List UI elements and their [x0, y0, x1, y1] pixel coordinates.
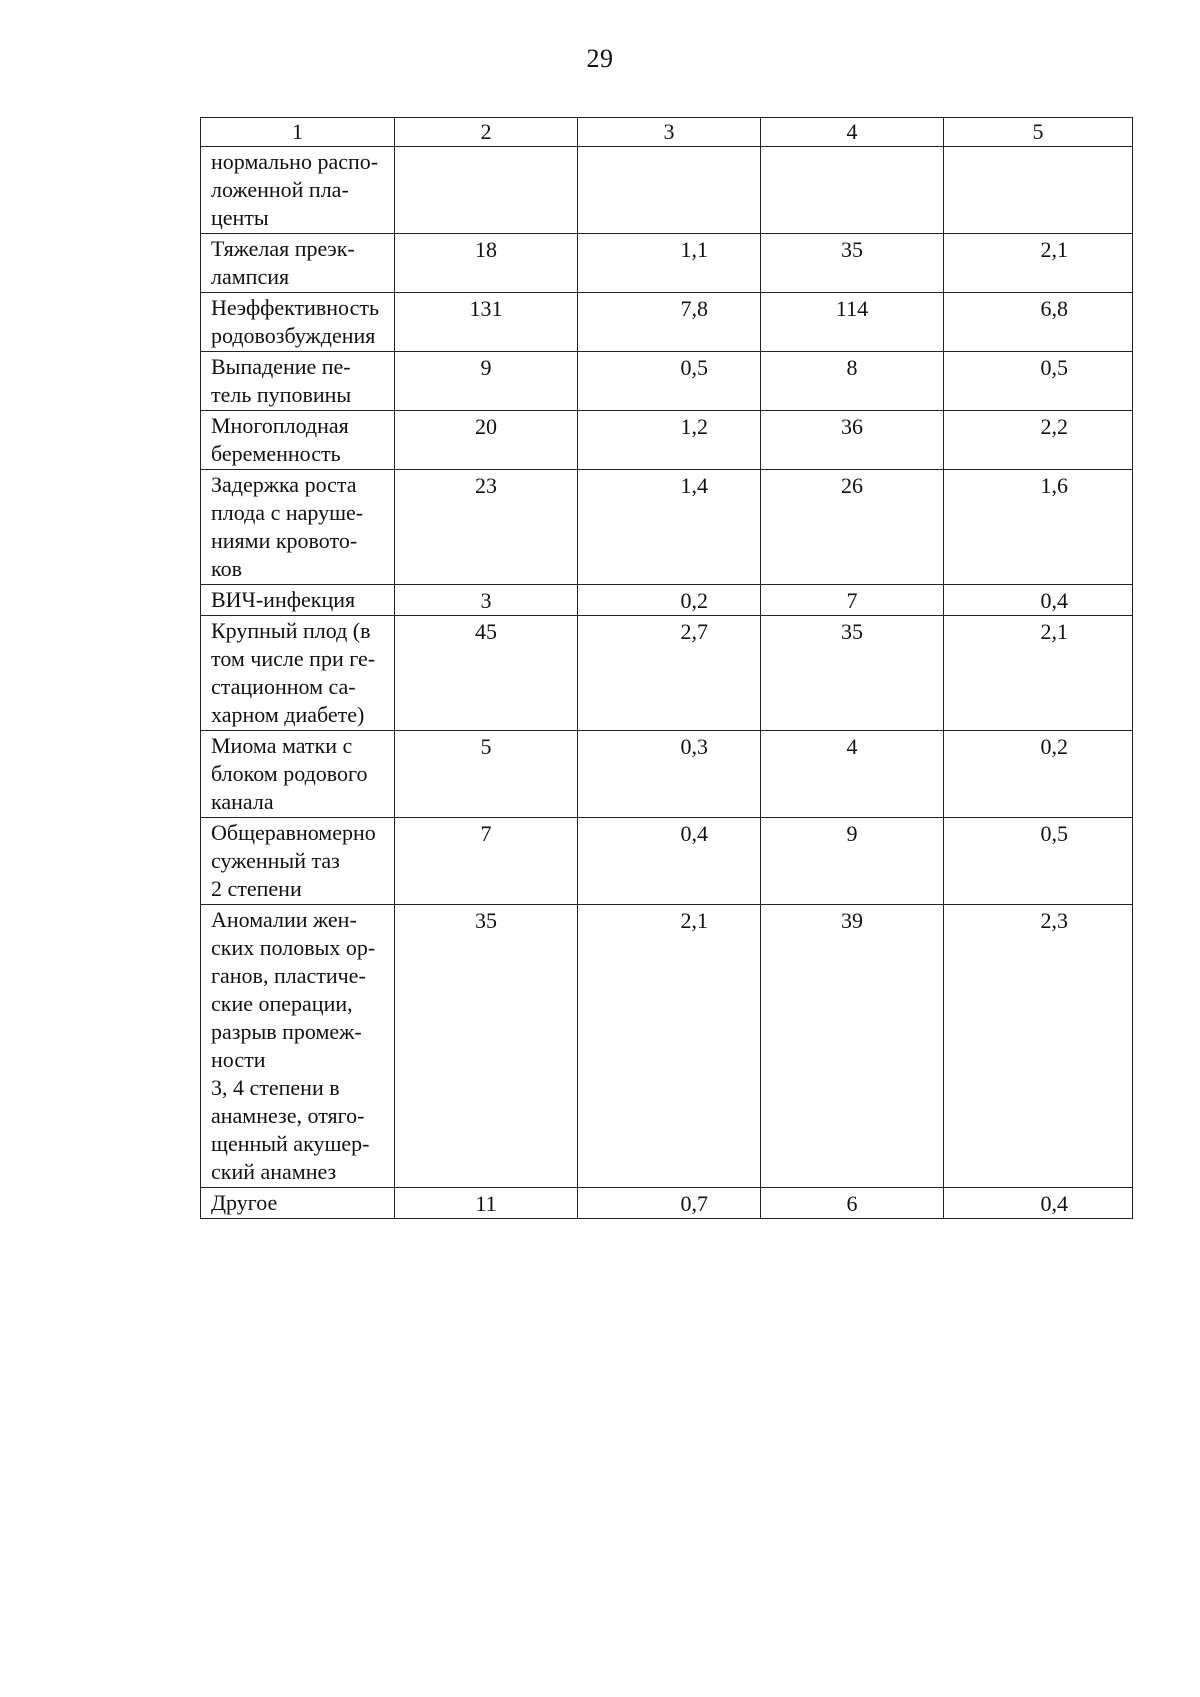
cell-c2: 20 [395, 411, 578, 470]
cell-c2: 7 [395, 818, 578, 905]
cell-c3: 0,2 [578, 585, 761, 616]
cell-c5: 0,4 [944, 1188, 1133, 1219]
cell-c2: 131 [395, 293, 578, 352]
cell-c4: 8 [761, 352, 944, 411]
cell-c5: 0,5 [944, 818, 1133, 905]
column-header: 4 [761, 118, 944, 147]
cell-c2: 3 [395, 585, 578, 616]
table-row [201, 352, 1133, 411]
cell-c3: 1,1 [578, 234, 761, 293]
cell-c3: 2,7 [578, 616, 761, 731]
cell-c3: 0,5 [578, 352, 761, 411]
column-header: 3 [578, 118, 761, 147]
table-row [201, 905, 1133, 1188]
row-label: ВИЧ-инфекция [201, 585, 395, 616]
cell-c2: 5 [395, 731, 578, 818]
cell-c2 [395, 147, 578, 234]
cell-c4: 4 [761, 731, 944, 818]
cell-c5: 6,8 [944, 293, 1133, 352]
cell-c4: 39 [761, 905, 944, 1188]
row-label: Неэффективность родовозбуждения [201, 293, 395, 352]
row-label: Выпадение пе- тель пуповины [201, 352, 395, 411]
cell-c5: 2,1 [944, 234, 1133, 293]
cell-c4: 7 [761, 585, 944, 616]
table-row [201, 818, 1133, 905]
cell-c5: 2,3 [944, 905, 1133, 1188]
cell-c2: 23 [395, 470, 578, 585]
cell-c4: 9 [761, 818, 944, 905]
table-row [201, 293, 1133, 352]
column-header: 2 [395, 118, 578, 147]
cell-c3: 1,2 [578, 411, 761, 470]
column-header: 5 [944, 118, 1133, 147]
cell-c5: 0,4 [944, 585, 1133, 616]
row-label: нормально распо- ложенной пла- центы [201, 147, 395, 234]
table-row [201, 1188, 1133, 1219]
row-label: Тяжелая преэк- лампсия [201, 234, 395, 293]
table-row [201, 616, 1133, 731]
cell-c4: 35 [761, 616, 944, 731]
table-row [201, 234, 1133, 293]
cell-c4: 26 [761, 470, 944, 585]
table-row [201, 731, 1133, 818]
cell-c4 [761, 147, 944, 234]
cell-c2: 11 [395, 1188, 578, 1219]
cell-c3: 7,8 [578, 293, 761, 352]
cell-c2: 45 [395, 616, 578, 731]
cell-c4: 35 [761, 234, 944, 293]
cell-c3: 1,4 [578, 470, 761, 585]
data-table [200, 117, 1133, 1219]
row-label: Крупный плод (в том числе при ге- стационном са- харном диабете) [201, 616, 395, 731]
cell-c5: 0,5 [944, 352, 1133, 411]
column-header: 1 [201, 118, 395, 147]
table-row [201, 585, 1133, 616]
cell-c3 [578, 147, 761, 234]
table-header-row [201, 118, 1133, 147]
cell-c4: 36 [761, 411, 944, 470]
cell-c2: 35 [395, 905, 578, 1188]
table-row [201, 470, 1133, 585]
table-row [201, 411, 1133, 470]
cell-c5: 0,2 [944, 731, 1133, 818]
cell-c4: 6 [761, 1188, 944, 1219]
cell-c5: 2,2 [944, 411, 1133, 470]
cell-c3: 0,7 [578, 1188, 761, 1219]
row-label: Миома матки с блоком родового канала [201, 731, 395, 818]
cell-c5: 1,6 [944, 470, 1133, 585]
cell-c3: 0,4 [578, 818, 761, 905]
cell-c4: 114 [761, 293, 944, 352]
row-label: Общеравномерно суженный таз 2 степени [201, 818, 395, 905]
cell-c2: 18 [395, 234, 578, 293]
row-label: Аномалии жен- ских половых ор- ганов, пластиче- ские операции, разрыв промеж- ности 3, 4 степени в анамнезе, отяго- щенный акушер- ский анамнез [201, 905, 395, 1188]
cell-c3: 0,3 [578, 731, 761, 818]
table-row [201, 147, 1133, 234]
cell-c2: 9 [395, 352, 578, 411]
row-label: Задержка роста плода с наруше- ниями кровото- ков [201, 470, 395, 585]
cell-c3: 2,1 [578, 905, 761, 1188]
row-label: Многоплодная беременность [201, 411, 395, 470]
cell-c5 [944, 147, 1133, 234]
row-label: Другое [201, 1188, 395, 1219]
cell-c5: 2,1 [944, 616, 1133, 731]
page-number: 29 [586, 44, 614, 73]
